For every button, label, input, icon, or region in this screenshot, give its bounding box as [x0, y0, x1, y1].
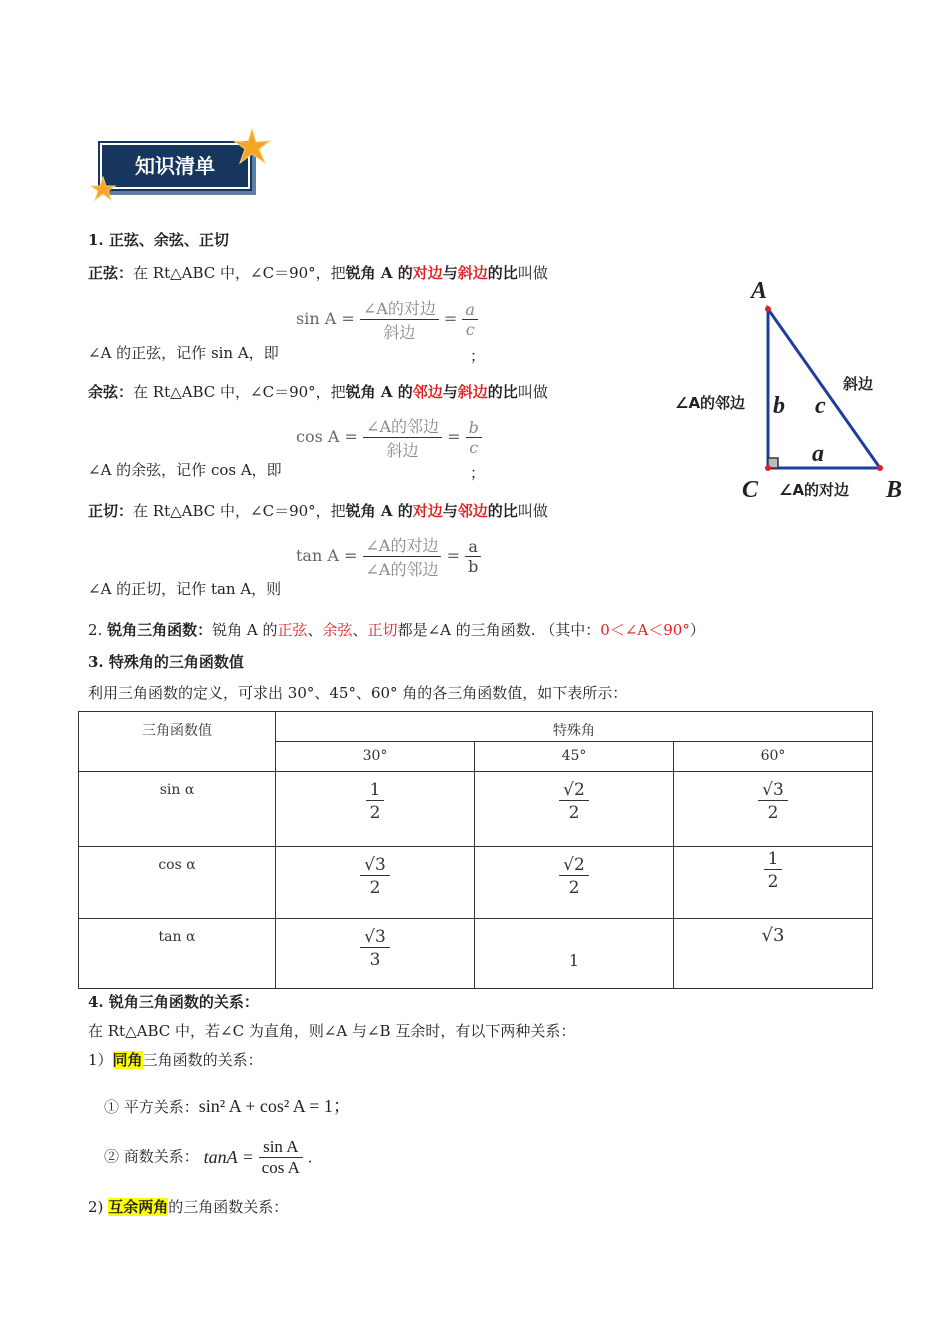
sub1-text: 三角函数的关系：	[142, 1051, 263, 1069]
cosine-formula-eq: =	[447, 427, 461, 446]
item1-formula: sin² A + cos² A = 1；	[198, 1096, 351, 1116]
label-adjacent: ∠A的邻边	[675, 394, 746, 412]
table-row	[79, 919, 873, 989]
section2	[88, 619, 705, 640]
cosine-adjacent: 邻边	[412, 383, 443, 401]
cosine-formula-den: 斜边	[363, 437, 442, 461]
sin-30-cell	[276, 772, 475, 847]
quotient-relation	[104, 1137, 312, 1178]
sub1-highlight: 同角	[112, 1051, 143, 1069]
cosine-formula-b: b	[468, 418, 479, 437]
section2-sep2: 、	[352, 621, 368, 639]
tangent-ratio: 的比	[487, 502, 518, 520]
label-opposite: ∠A的对边	[779, 481, 850, 499]
row-name-tan: tan α	[79, 919, 276, 989]
sub2-text: 的三角函数关系：	[168, 1198, 289, 1216]
sin-60-den: 2	[758, 800, 788, 823]
sine-formula-eq: =	[443, 309, 458, 328]
sine-formula-lhs: sin A =	[296, 309, 355, 328]
cosine-formula	[296, 414, 482, 461]
section2-text1: 锐角 A 的	[212, 621, 278, 639]
sin-60-cell	[674, 772, 873, 847]
sin-30-num: 1	[369, 780, 381, 800]
tangent-label: 正切：	[88, 502, 134, 520]
item2-end: .	[307, 1148, 313, 1167]
table-row	[79, 772, 873, 847]
vertex-c: C	[742, 477, 759, 503]
cos-45-num: √2	[563, 855, 585, 875]
sine-formula-a: a	[465, 300, 475, 319]
sin-45-cell	[475, 772, 674, 847]
vertex-b: B	[886, 477, 903, 503]
sine-line2: ∠A 的正弦，记作 sin A，即	[88, 344, 279, 362]
section3-intro: 利用三角函数的定义，可求出 30°、45°、60° 角的各三角函数值，如下表所示：	[88, 684, 628, 702]
cos-60-cell	[674, 847, 873, 919]
section2-range: 0＜∠A＜90°	[600, 621, 690, 639]
section2-text3: ）	[689, 621, 705, 639]
sine-opposite: 对边	[412, 264, 443, 282]
section4-sub2	[88, 1196, 288, 1217]
side-c: c	[815, 393, 826, 419]
tan-60-cell: √3	[674, 919, 873, 989]
special-angle-table	[78, 711, 873, 989]
sine-tail: 叫做	[517, 264, 548, 282]
angle-30: 30°	[276, 742, 475, 772]
sine-bold: 锐角 A 的	[345, 264, 413, 282]
cosine-and: 与	[442, 383, 458, 401]
section2-cosine: 余弦	[322, 621, 353, 639]
cosine-bold: 锐角 A 的	[345, 383, 413, 401]
sine-definition	[88, 262, 548, 283]
section4-title: 4. 锐角三角函数的关系：	[88, 993, 259, 1011]
section4-sub1	[88, 1049, 263, 1070]
small-star-icon	[90, 176, 116, 202]
table-corner: 三角函数值	[79, 712, 276, 772]
tan-30-den: 3	[360, 947, 390, 970]
angle-45: 45°	[475, 742, 674, 772]
table-row	[79, 847, 873, 919]
tangent-opposite: 对边	[412, 502, 443, 520]
cos-60-num: 1	[767, 849, 779, 869]
sine-ratio: 的比	[487, 264, 518, 282]
cos-30-cell	[276, 847, 475, 919]
cosine-ratio: 的比	[487, 383, 518, 401]
cosine-formula-lhs: cos A =	[296, 427, 358, 446]
cos-45-den: 2	[559, 875, 589, 898]
cosine-line2: ∠A 的余弦，记作 cos A，即	[88, 461, 282, 479]
cosine-label: 余弦：	[88, 383, 134, 401]
section2-sep1: 、	[307, 621, 323, 639]
cos-30-num: √3	[364, 855, 386, 875]
tangent-formula-lhs: tan A =	[296, 546, 358, 565]
label-hypotenuse: 斜边	[843, 375, 874, 393]
tangent-text: 在 Rt△ABC 中，∠C＝90°，把	[133, 502, 346, 520]
sub2-prefix: 2)	[88, 1198, 104, 1216]
item2-label: ② 商数关系：	[104, 1147, 199, 1166]
side-a: a	[812, 441, 824, 467]
sub2-highlight: 互余两角	[108, 1198, 169, 1216]
cosine-punct: ；	[470, 464, 486, 482]
section2-sine: 正弦	[277, 621, 308, 639]
cosine-tail: 叫做	[517, 383, 548, 401]
angle-60: 60°	[674, 742, 873, 772]
sine-label: 正弦：	[88, 264, 134, 282]
star-icon	[232, 127, 272, 167]
cosine-definition	[88, 381, 548, 402]
tangent-and: 与	[442, 502, 458, 520]
table-group-header: 特殊角	[276, 712, 873, 742]
section3-title: 3. 特殊角的三角函数值	[88, 653, 244, 671]
tangent-bold: 锐角 A 的	[345, 502, 413, 520]
sin-30-den: 2	[366, 800, 385, 823]
cosine-formula-c: c	[466, 437, 482, 457]
tangent-formula-num: ∠A的对边	[365, 536, 439, 555]
sine-text: 在 Rt△ABC 中，∠C＝90°，把	[133, 264, 346, 282]
tangent-definition	[88, 500, 548, 521]
sin-45-den: 2	[559, 800, 589, 823]
tangent-formula	[296, 533, 481, 580]
section2-title: 锐角三角函数：	[107, 621, 213, 639]
tangent-formula-b: b	[465, 556, 481, 576]
tangent-formula-eq: =	[446, 546, 460, 565]
tangent-adjacent: 邻边	[457, 502, 488, 520]
tan-30-num: √3	[364, 927, 386, 947]
sine-formula-num: ∠A的对边	[362, 299, 436, 318]
cos-30-den: 2	[360, 875, 390, 898]
cosine-text: 在 Rt△ABC 中，∠C＝90°，把	[133, 383, 346, 401]
tan-45-cell: 1	[475, 919, 674, 989]
cos-60-den: 2	[764, 869, 783, 892]
banner-title: 知识清单	[135, 154, 215, 178]
sin-60-num: √3	[762, 780, 784, 800]
section1-title: 1. 正弦、余弦、正切	[88, 231, 229, 249]
item1-label: ① 平方关系：	[104, 1098, 199, 1116]
side-b: b	[773, 393, 785, 419]
sin-45-num: √2	[563, 780, 585, 800]
item2-lhs: tanA =	[203, 1147, 254, 1167]
tangent-line2: ∠A 的正切，记作 tan A，则	[88, 580, 282, 598]
tangent-tail: 叫做	[517, 502, 548, 520]
cos-45-cell	[475, 847, 674, 919]
sine-punct: ；	[470, 347, 486, 365]
tan-30-cell	[276, 919, 475, 989]
vertex-a: A	[751, 278, 768, 304]
item2-den: cos A	[259, 1157, 303, 1178]
section4-intro: 在 Rt△ABC 中，若∠C 为直角，则∠A 与∠B 互余时，有以下两种关系：	[88, 1022, 576, 1040]
section2-text2: 都是∠A 的三角函数. （其中：	[397, 621, 601, 639]
tangent-formula-a: a	[468, 537, 478, 556]
row-name-cos: cos α	[79, 847, 276, 919]
sine-and: 与	[442, 264, 458, 282]
sub1-prefix: 1）	[88, 1051, 113, 1069]
sine-formula-den: 斜边	[360, 319, 439, 343]
sine-formula-c: c	[462, 319, 478, 339]
cosine-hypotenuse: 斜边	[457, 383, 488, 401]
cosine-formula-num: ∠A的邻边	[366, 417, 439, 436]
sine-formula	[296, 296, 478, 343]
section2-tangent: 正切	[367, 621, 398, 639]
square-relation	[104, 1092, 351, 1118]
tangent-formula-den: ∠A的邻边	[363, 556, 442, 580]
sine-hypotenuse: 斜边	[457, 264, 488, 282]
row-name-sin: sin α	[79, 772, 276, 847]
section2-num: 2.	[88, 621, 103, 639]
item2-num: sin A	[263, 1137, 299, 1156]
